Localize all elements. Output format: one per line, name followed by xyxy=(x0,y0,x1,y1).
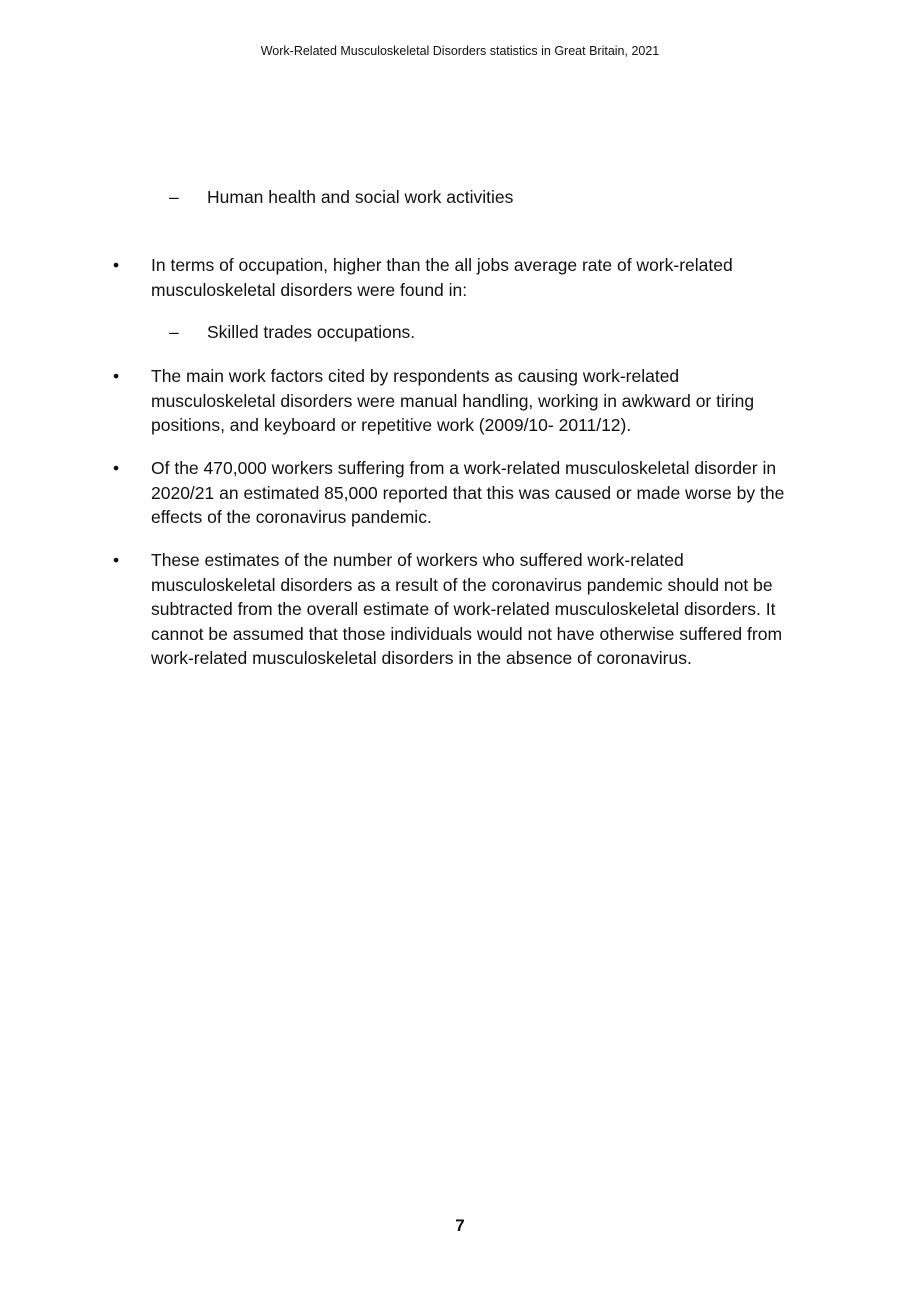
bullet-marker: • xyxy=(113,255,120,275)
bullet-text: Of the 470,000 workers suffering from a work-related musculoskeletal disorder in 2020/21 an estimated 85,000 reported that this was caused or made worse by the effects of the coronavirus pandemic. xyxy=(151,458,785,527)
bullet-marker: • xyxy=(113,366,120,386)
bullet-text: In terms of occupation, higher than the all jobs average rate of work-related musculoskeletal disorders were found in: xyxy=(151,255,733,300)
list-item-text: Skilled trades occupations. xyxy=(207,322,416,342)
bullet-marker: • xyxy=(113,550,120,570)
running-header: Work-Related Musculoskeletal Disorders statistics in Great Britain, 2021 xyxy=(260,44,660,58)
bullet-text: The main work factors cited by respondents as causing work-related musculoskeletal disorders were manual handling, working in awkward or tiring positions, and keyboard or repetitive work (2009/10- 2011/12). xyxy=(151,366,755,435)
dash-marker: – xyxy=(169,322,179,342)
bullet-marker: • xyxy=(113,458,120,478)
page-number: 7 xyxy=(455,1216,465,1235)
bullet-text: These estimates of the number of workers who suffered work-related musculoskeletal disorders as a result of the coronavirus pandemic should not be subtracted from the overall estimate of work-related musculoskeletal disorders. It cannot be assumed that those individuals would not have otherwise suffered from work-related musculoskeletal disorders in the absence of coronavirus. xyxy=(151,550,783,668)
list-item-text: Human health and social work activities xyxy=(207,187,514,207)
dash-marker: – xyxy=(169,187,179,207)
